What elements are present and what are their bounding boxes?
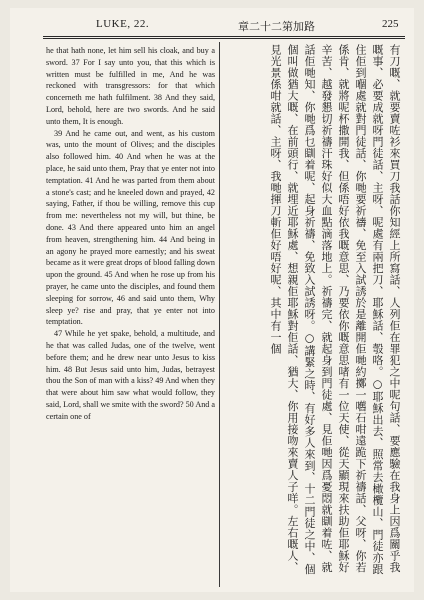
book-page [10, 8, 414, 592]
header-rule-double [43, 38, 405, 39]
english-paragraph: 39 And he came out, and went, as his custom was, unto the mount of Olives; and the disciples also followed him. 40 And when he was at the place, he said unto them, Pray that ye enter not into temptation. 41 And he was parted from them about a stone's cast; and he kneeled down and prayed, 42 saying, Father, if thou be willing, remove this cup from me: nevertheless not my will, but thine, be done. 43 And there appeared unto him an angel from heaven, strengthening him. 44 And being in an agony he prayed more earnestly; and his sweat became as it were great drops of blood falling down upon the ground. 45 And when he rose up from his prayer, he came unto the disciples, and found them sleeping for sorrow, 46 and said unto them, Why sleep ye? rise and pray, that ye enter not into temptation. [46, 128, 215, 327]
running-head-english: LUKE, 22. [96, 18, 150, 30]
page-number: 225 [382, 18, 399, 30]
header-rule [43, 36, 405, 37]
column-divider [219, 42, 220, 587]
english-paragraph: 47 While he yet spake, behold, a multitude, and he that was called Judas, one of the twelve, went before them; and he drew near unto Jesus to kiss him. 48 But Jesus said unto him, Judas, betrayest thou the Son of man with a kiss? 49 And when they that were about him saw what would follow, they said, Lord, shall we smite with the sword? 50 And a certain one of [46, 329, 215, 421]
english-paragraph: he that hath none, let him sell his cloak, and buy a sword. 37 For I say unto you, that this which is written must be fulfilled in me, And he was reckoned with transgressors: for that which concerneth me hath fulfilment. 38 And they said, Lord, behold, here are two swords. And he said unto them, It is enough. [46, 46, 215, 126]
chinese-column: 有刀嘅、就要賣咗衫來買刀我話你知經上所寫話、人列佢在罪犯之中呢句話、要應驗在我身上因爲關乎我嘅事、必要成就呀門徒話、主呀、呢處有兩把刀、耶穌話、彀咯。○耶穌出去、照常去橄欖山、門徒亦跟住佢到嗰處就對門徒話、你哋要祈禱、免至入試誘於是離開佢哋約擲一嚿石咁遠跪下祈禱話、父呀、你若係肯、就將呢杯撒開我、但係唔好依我嘅意思、乃要依你嘅意思啫有一位天使、從天顯現來扶助佢耶穌好辛苦、越發懇切祈禱汗珠好似大血點滴落地上。祈禱完、就起身到門徒處、見佢哋因爲憂悶就瞓着咗、就話佢哋知、你哋爲乜瞓着呢、起身祈禱、免致入試誘呀。○講緊之時、有好多人來到、十二門徒之中、個個叫做猶大嘅、在前頭行、就埋近耶穌處、想親佢耶穌對佢話、猶大、你用接吻來賣人子咩。左右嘅人、見光景係咁就話、主呀、我哋揮刀斬佢好唔好呢、其中有一個 [269, 44, 401, 575]
running-head-chinese: 章二十二第加路 [238, 21, 315, 33]
english-column [46, 45, 215, 423]
